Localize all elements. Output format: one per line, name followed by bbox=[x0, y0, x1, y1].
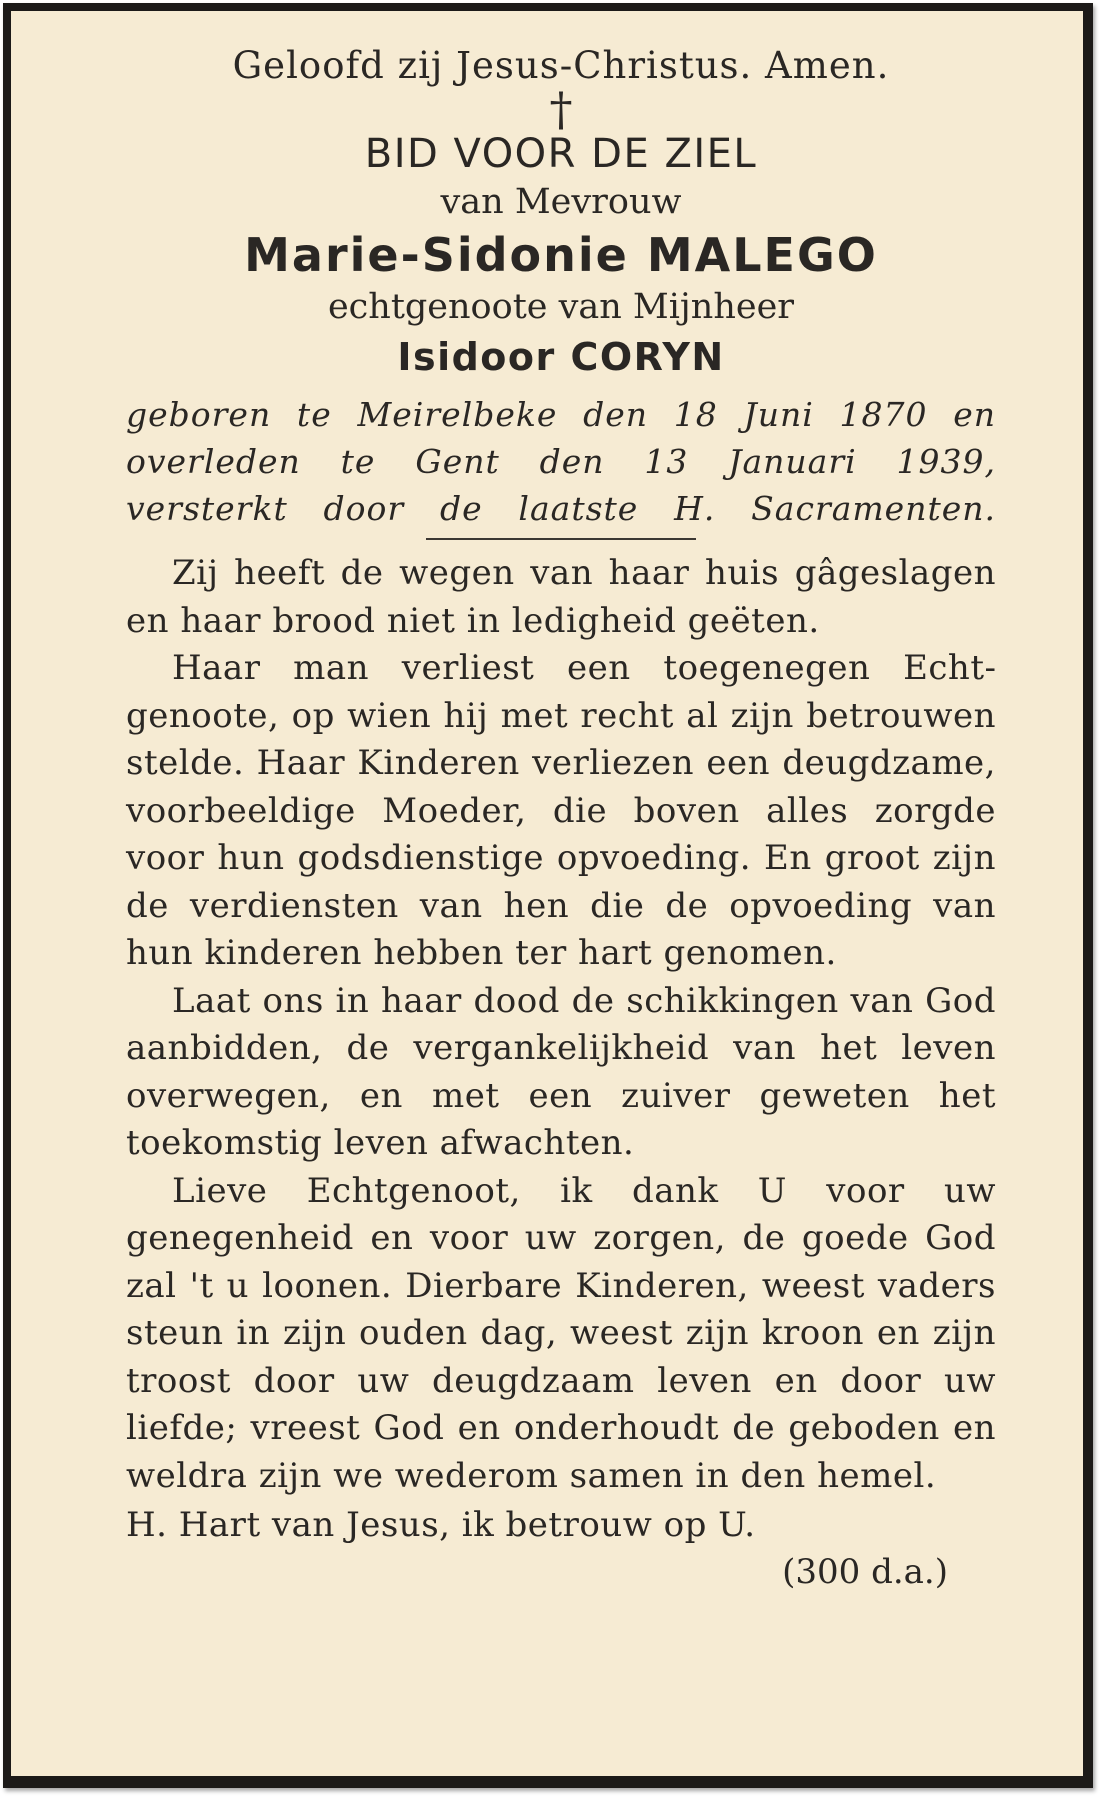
paragraph-1: Zij heeft de wegen van haar huis gâgeslagen en haar brood niet in ledigheid geëten. bbox=[126, 553, 996, 641]
bio-line-death: overleden te Gent den 13 Januari 1939, bbox=[126, 442, 996, 481]
cross-icon: † bbox=[549, 82, 573, 136]
bio-line-sacraments: versterkt door de laatste H. Sacramenten. bbox=[126, 489, 996, 528]
closing-prayer: H. Hart van Jesus, ik betrouw op U. bbox=[126, 1505, 756, 1545]
paragraph-2: Haar man verliest een toegenegen Echtgenoote, op wien hij met recht al zijn betrouwen stelde. Haar Kinderen verliezen een deugdzame, voorbeeldige Moeder, die boven alles zorgde voor hun godsdienstige opvoeding. En groot zijn de verdiensten van hen die de opvoeding van hun kinderen hebben ter hart genomen. bbox=[126, 648, 996, 973]
divider-rule bbox=[426, 538, 696, 540]
spouse-name: Isidoor CORYN bbox=[397, 335, 725, 379]
deceased-name: Marie-Sidonie MALEGO bbox=[244, 228, 878, 282]
opening-prayer: Geloofd zij Jesus-Christus. Amen. bbox=[232, 44, 890, 87]
paragraph-4: Lieve Echtgenoot, ik dank U voor uw genegenheid en voor uw zorgen, de goede God zal 't u loonen. Dierbare Kinderen, weest vaders steun in zijn ouden dag, weest zijn kroon en zijn troost door uw deugdzaam leven en door uw liefde; vreest God en onderhoudt de geboden en weldra zijn we wederom samen in den hemel. bbox=[126, 1170, 996, 1496]
van-line: van Mevrouw bbox=[440, 182, 682, 222]
card-content bbox=[126, 43, 996, 1595]
bio-line-birth: geboren te Meirelbeke den 18 Juni 1870 en bbox=[126, 395, 996, 434]
spouse-label: echtgenoote van Mijnheer bbox=[327, 287, 795, 327]
bio-block bbox=[126, 391, 996, 532]
memorial-card bbox=[3, 3, 1093, 1788]
paragraph-3: Laat ons in haar dood de schikkingen van God aanbidden, de vergankelijkheid van het leven overwegen, en met een zuiver geweten het toekomstig leven afwachten. bbox=[126, 980, 996, 1163]
heading: BID VOOR DE ZIEL bbox=[364, 131, 758, 177]
indulgence-note: (300 d.a.) bbox=[782, 1552, 948, 1592]
